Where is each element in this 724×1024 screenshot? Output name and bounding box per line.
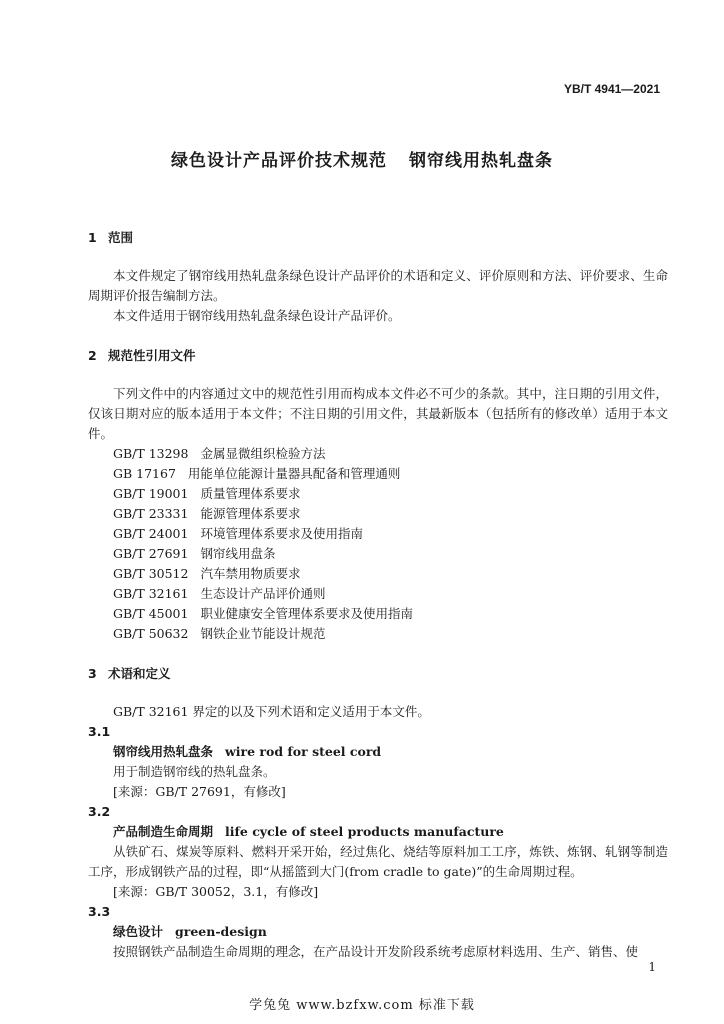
paragraph: 下列文件中的内容通过文中的规范性引用而构成本文件必不可少的条款。其中，注日期的引用文件，仅该日期对应的版本适用于本文件；不注日期的引用文件，其最新版本（包括所有的修改单）适用于本文件。 (88, 386, 668, 441)
section-normative-references (88, 346, 668, 644)
term-definition: 从铁矿石、煤炭等原料、燃料开采开始，经过焦化、烧结等原料加工工序，炼铁、炼钢、轧钢等制造工序，形成钢铁产品的过程，即“从摇篮到大门(from cradle to gate)”的生命周期过程。 (88, 844, 668, 879)
reference-item: GB/T 19001 质量管理体系要求 (113, 486, 301, 501)
section-scope (88, 228, 668, 326)
paragraph: GB/T 32161 界定的以及下列术语和定义适用于本文件。 (113, 704, 430, 719)
footer-watermark: 学兔兔 www.bzfxw.com 标准下载 (249, 998, 475, 1013)
reference-item: GB/T 32161 生态设计产品评价通则 (113, 586, 326, 601)
term-number: 3.3 (88, 904, 111, 919)
term-definition: 用于制造钢帘线的热轧盘条。 (113, 764, 276, 779)
section-heading: 3 术语和定义 (88, 666, 171, 681)
term-definition: 按照钢铁产品制造生命周期的理念，在产品设计开发阶段系统考虑原材料选用、生产、销售、使 (113, 944, 639, 959)
term-title: 绿色设计 green-design (113, 924, 267, 939)
document-title (0, 146, 724, 171)
term-title: 产品制造生命周期 life cycle of steel products manufacture (113, 824, 504, 839)
reference-item: GB 17167 用能单位能源计量器具配备和管理通则 (113, 466, 401, 481)
reference-item: GB/T 23331 能源管理体系要求 (113, 506, 301, 521)
paragraph: 本文件规定了钢帘线用热轧盘条绿色设计产品评价的术语和定义、评价原则和方法、评价要求、生命周期评价报告编制方法。 (88, 268, 668, 303)
term-title: 钢帘线用热轧盘条 wire rod for steel cord (113, 744, 382, 759)
section-heading: 1 范围 (88, 230, 134, 245)
term-number: 3.2 (88, 804, 111, 819)
paragraph: 本文件适用于钢帘线用热轧盘条绿色设计产品评价。 (113, 308, 401, 323)
section-heading: 2 规范性引用文件 (88, 348, 196, 363)
section-terms (88, 664, 668, 962)
page-number: 1 (648, 960, 656, 974)
reference-item: GB/T 27691 钢帘线用盘条 (113, 546, 276, 561)
term-source: [来源：GB/T 27691，有修改] (113, 784, 286, 799)
reference-item: GB/T 45001 职业健康安全管理体系要求及使用指南 (113, 606, 413, 621)
reference-item: GB/T 13298 金属显微组织检验方法 (113, 446, 326, 461)
reference-item: GB/T 50632 钢铁企业节能设计规范 (113, 626, 326, 641)
title-main: 绿色设计产品评价技术规范 (171, 151, 387, 171)
standard-number: YB/T 4941—2021 (563, 82, 660, 96)
reference-item: GB/T 30512 汽车禁用物质要求 (113, 566, 301, 581)
reference-item: GB/T 24001 环境管理体系要求及使用指南 (113, 526, 363, 541)
title-sub: 钢帘线用热轧盘条 (409, 151, 553, 171)
document-body (88, 228, 668, 962)
term-number: 3.1 (88, 724, 111, 739)
term-source: [来源：GB/T 30052，3.1，有修改] (113, 884, 319, 899)
